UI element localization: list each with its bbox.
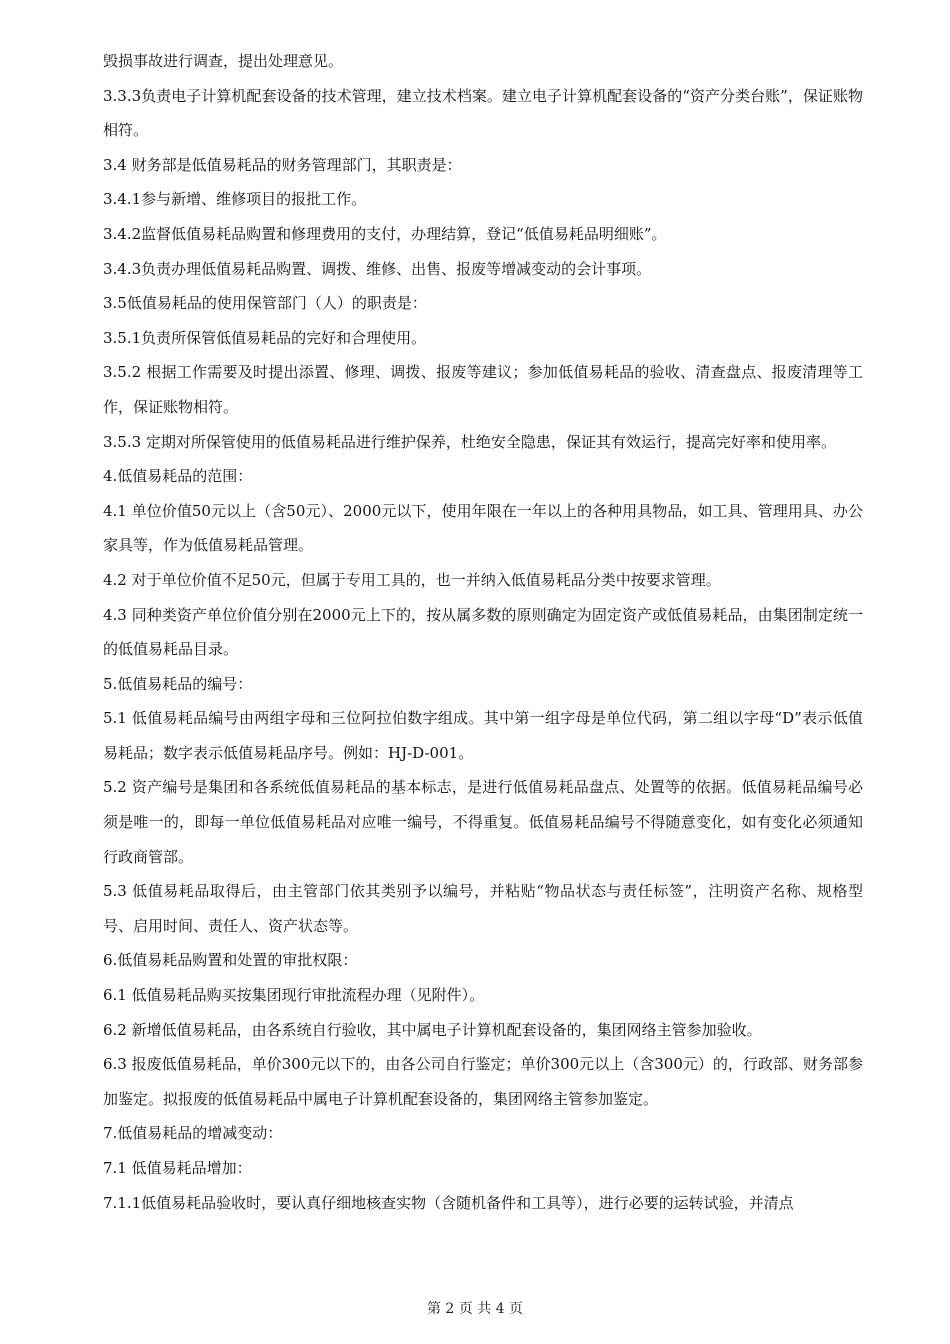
paragraph: 3.3.3负责电子计算机配套设备的技术管理，建立技术档案。建立电子计算机配套设备的“资产分类台账”，保证账物相符。 [103, 86, 863, 140]
paragraph: 3.4.3负责办理低值易耗品购置、调拨、维修、出售、报废等增减变动的会计事项。 [103, 259, 652, 278]
paragraph: 4.1 单位价值50元以上（含50元）、2000元以下，使用年限在一年以上的各种用具物品，如工具、管理用具、办公家具等，作为低值易耗品管理。 [103, 501, 863, 555]
page-footer: 第 2 页 共 4 页 [426, 1301, 524, 1317]
paragraph: 5.2 资产编号是集团和各系统低值易耗品的基本标志，是进行低值易耗品盘点、处置等的依据。低值易耗品编号必须是唯一的，即每一单位低值易耗品对应唯一编号，不得重复。低值易耗品编号不得随意变化，如有变化必须通知行政商管部。 [103, 778, 863, 866]
paragraph: 7.1 低值易耗品增加： [103, 1159, 252, 1177]
paragraph: 4.3 同种类资产单位价值分别在2000元上下的，按从属多数的原则确定为固定资产或低值易耗品，由集团制定统一的低值易耗品目录。 [103, 605, 863, 659]
paragraph: 7.低值易耗品的增减变动： [103, 1124, 283, 1143]
paragraph: 3.5.2 根据工作需要及时提出添置、修理、调拨、报废等建议；参加低值易耗品的验收、清查盘点、报废清理等工作，保证账物相符。 [103, 363, 863, 416]
paragraph: 4.2 对于单位价值不足50元，但属于专用工具的，也一并纳入低值易耗品分类中按要求管理。 [103, 570, 721, 589]
paragraph: 6.2 新增低值易耗品，由各系统自行验收，其中属电子计算机配套设备的，集团网络主管参加验收。 [103, 1020, 762, 1039]
document-body [103, 44, 863, 1220]
paragraph: 3.4.2监督低值易耗品购置和修理费用的支付，办理结算，登记“低值易耗品明细账”。 [103, 224, 667, 243]
paragraph: 3.4.1参与新增、维修项目的报批工作。 [103, 190, 367, 209]
paragraph: 5.3 低值易耗品取得后，由主管部门依其类别予以编号，并粘贴“物品状态与责任标签”，注明资产名称、规格型号、启用时间、责任人、资产状态等。 [103, 882, 863, 935]
paragraph: 3.5.1负责所保管低值易耗品的完好和合理使用。 [103, 328, 427, 347]
paragraph: 3.5低值易耗品的使用保管部门（人）的职责是： [103, 294, 427, 313]
paragraph: 6.1 低值易耗品购买按集团现行审批流程办理（见附件）。 [103, 986, 485, 1005]
paragraph: 6.低值易耗品购置和处置的审批权限： [103, 951, 358, 970]
paragraph: 3.4 财务部是低值易耗品的财务管理部门，其职责是： [103, 155, 462, 174]
paragraph: 7.1.1低值易耗品验收时，要认真仔细地核查实物（含随机备件和工具等），进行必要的运转试验，并清点 [103, 1193, 794, 1212]
paragraph: 5.1 低值易耗品编号由两组字母和三位阿拉伯数字组成。其中第一组字母是单位代码，第二组以字母“D”表示低值易耗品；数字表示低值易耗品序号。例如：HJ-D-001。 [103, 709, 863, 762]
paragraph: 5.低值易耗品的编号： [103, 674, 253, 693]
paragraph: 4.低值易耗品的范围： [103, 467, 253, 486]
paragraph: 6.3 报废低值易耗品，单价300元以下的，由各公司自行鉴定；单价300元以上（含300元）的，行政部、财务部参加鉴定。拟报废的低值易耗品中属电子计算机配套设备的，集团网络主管参加鉴定。 [103, 1055, 863, 1108]
paragraph: 3.5.3 定期对所保管使用的低值易耗品进行维护保养，杜绝安全隐患，保证其有效运行，提高完好率和使用率。 [103, 432, 836, 451]
paragraph: 毁损事故进行调查，提出处理意见。 [103, 52, 344, 70]
